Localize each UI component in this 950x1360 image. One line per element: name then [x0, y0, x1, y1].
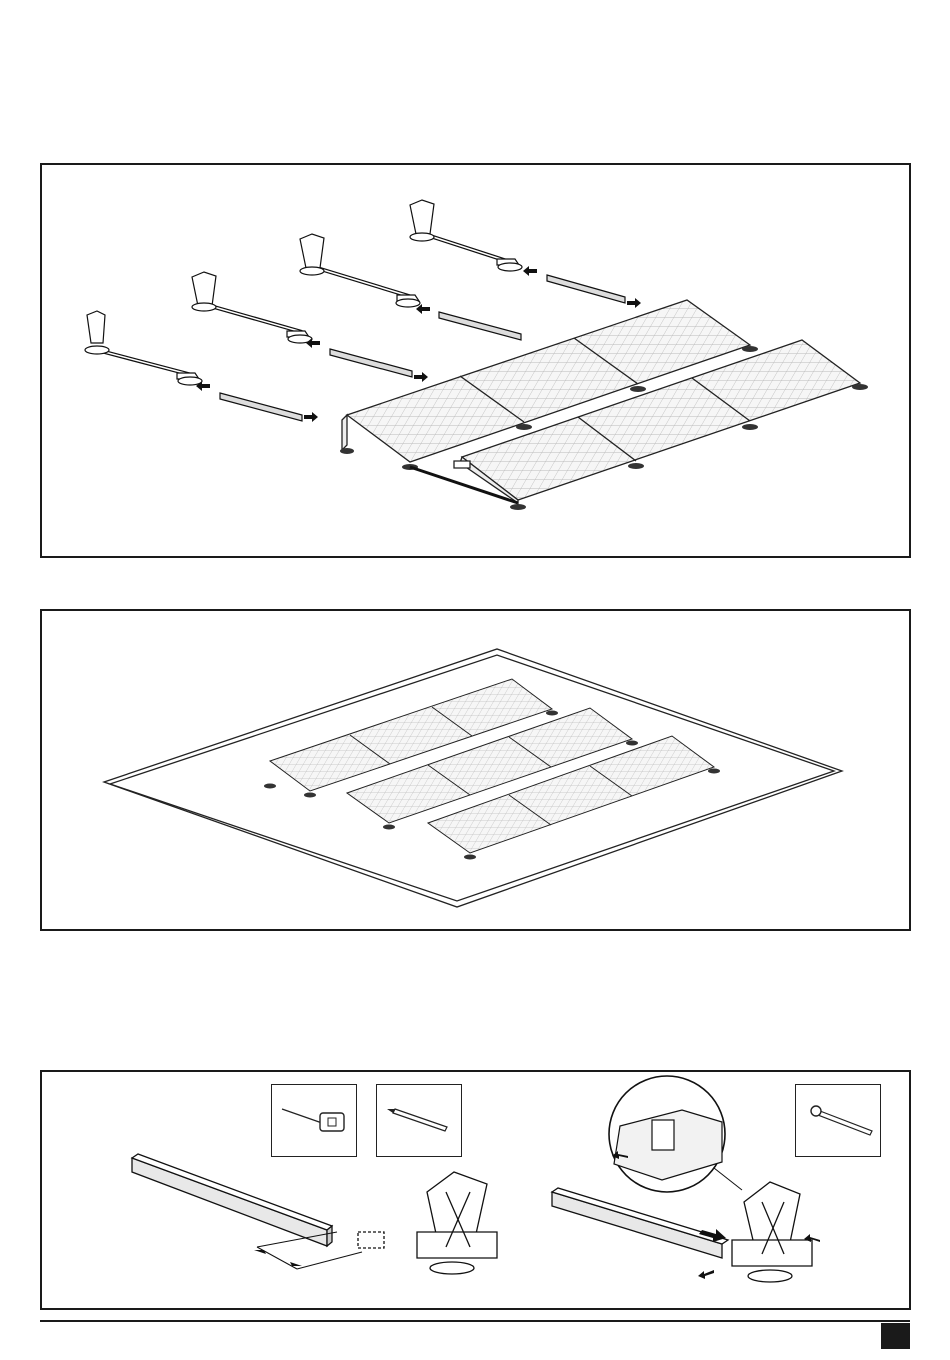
rail-with-measurement [132, 1154, 384, 1269]
rail-assembly-4 [410, 200, 522, 271]
ballast-foot-left [417, 1172, 497, 1274]
figure-1-frame [40, 163, 911, 558]
rail-inserted [552, 1188, 728, 1258]
figure-2-illustration [42, 611, 913, 933]
figure-3-illustration [42, 1072, 913, 1312]
rail-assembly-3 [300, 234, 420, 307]
zoom-detail-circle [609, 1076, 742, 1192]
footer-rule [40, 1320, 910, 1322]
figure-1-illustration [42, 165, 913, 560]
rail-assembly-1 [85, 311, 202, 385]
page-number-block [881, 1323, 910, 1349]
figure-2-frame [40, 609, 911, 931]
ballast-foot-right [732, 1182, 812, 1282]
rail-assembly-2 [192, 272, 312, 343]
figure-3-frame [40, 1070, 911, 1310]
